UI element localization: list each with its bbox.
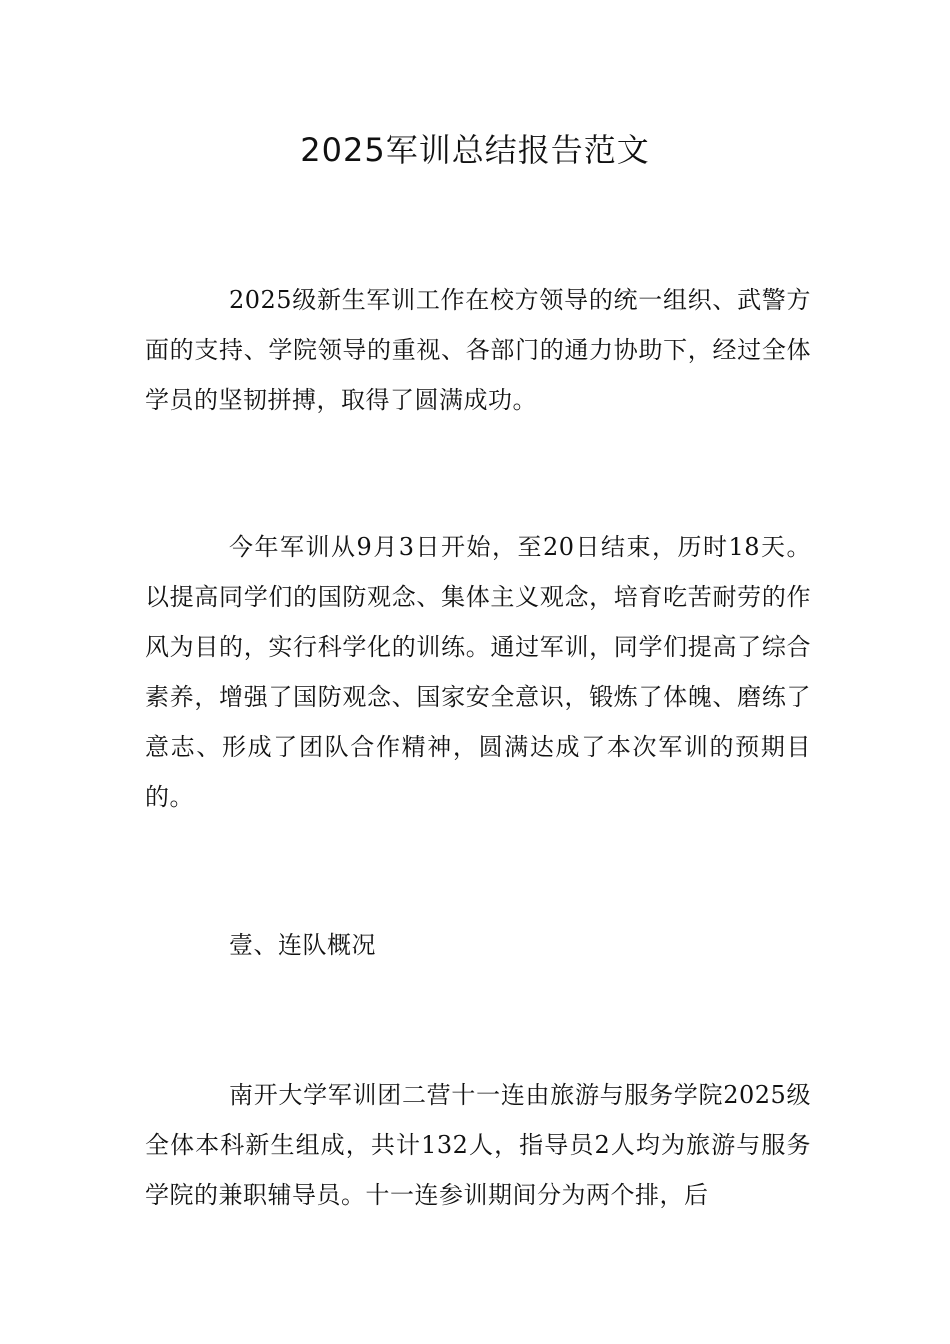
paragraph-training-summary: 今年军训从9月3日开始，至20日结束，历时18天。以提高同学们的国防观念、集体主义观念，培育吃苦耐劳的作风为目的，实行科学化的训练。通过军训，同学们提高了综合素养，增强了国防观念、国家安全意识，锻炼了体魄、磨练了意志、形成了团队合作精神，圆满达成了本次军训的预期目的。 [145,533,811,811]
document-title: 2025军训总结报告范文 [300,131,650,169]
paragraph-company-overview: 南开大学军训团二营十一连由旅游与服务学院2025级全体本科新生组成，共计132人，指导员2人均为旅游与服务学院的兼职辅导员。十一连参训期间分为两个排，后 [145,1081,811,1209]
paragraph-intro: 2025级新生军训工作在校方领导的统一组织、武警方面的支持、学院领导的重视、各部门的通力协助下，经过全体学员的坚韧拼搏，取得了圆满成功。 [145,286,811,414]
section-heading: 壹、连队概况 [229,931,376,959]
